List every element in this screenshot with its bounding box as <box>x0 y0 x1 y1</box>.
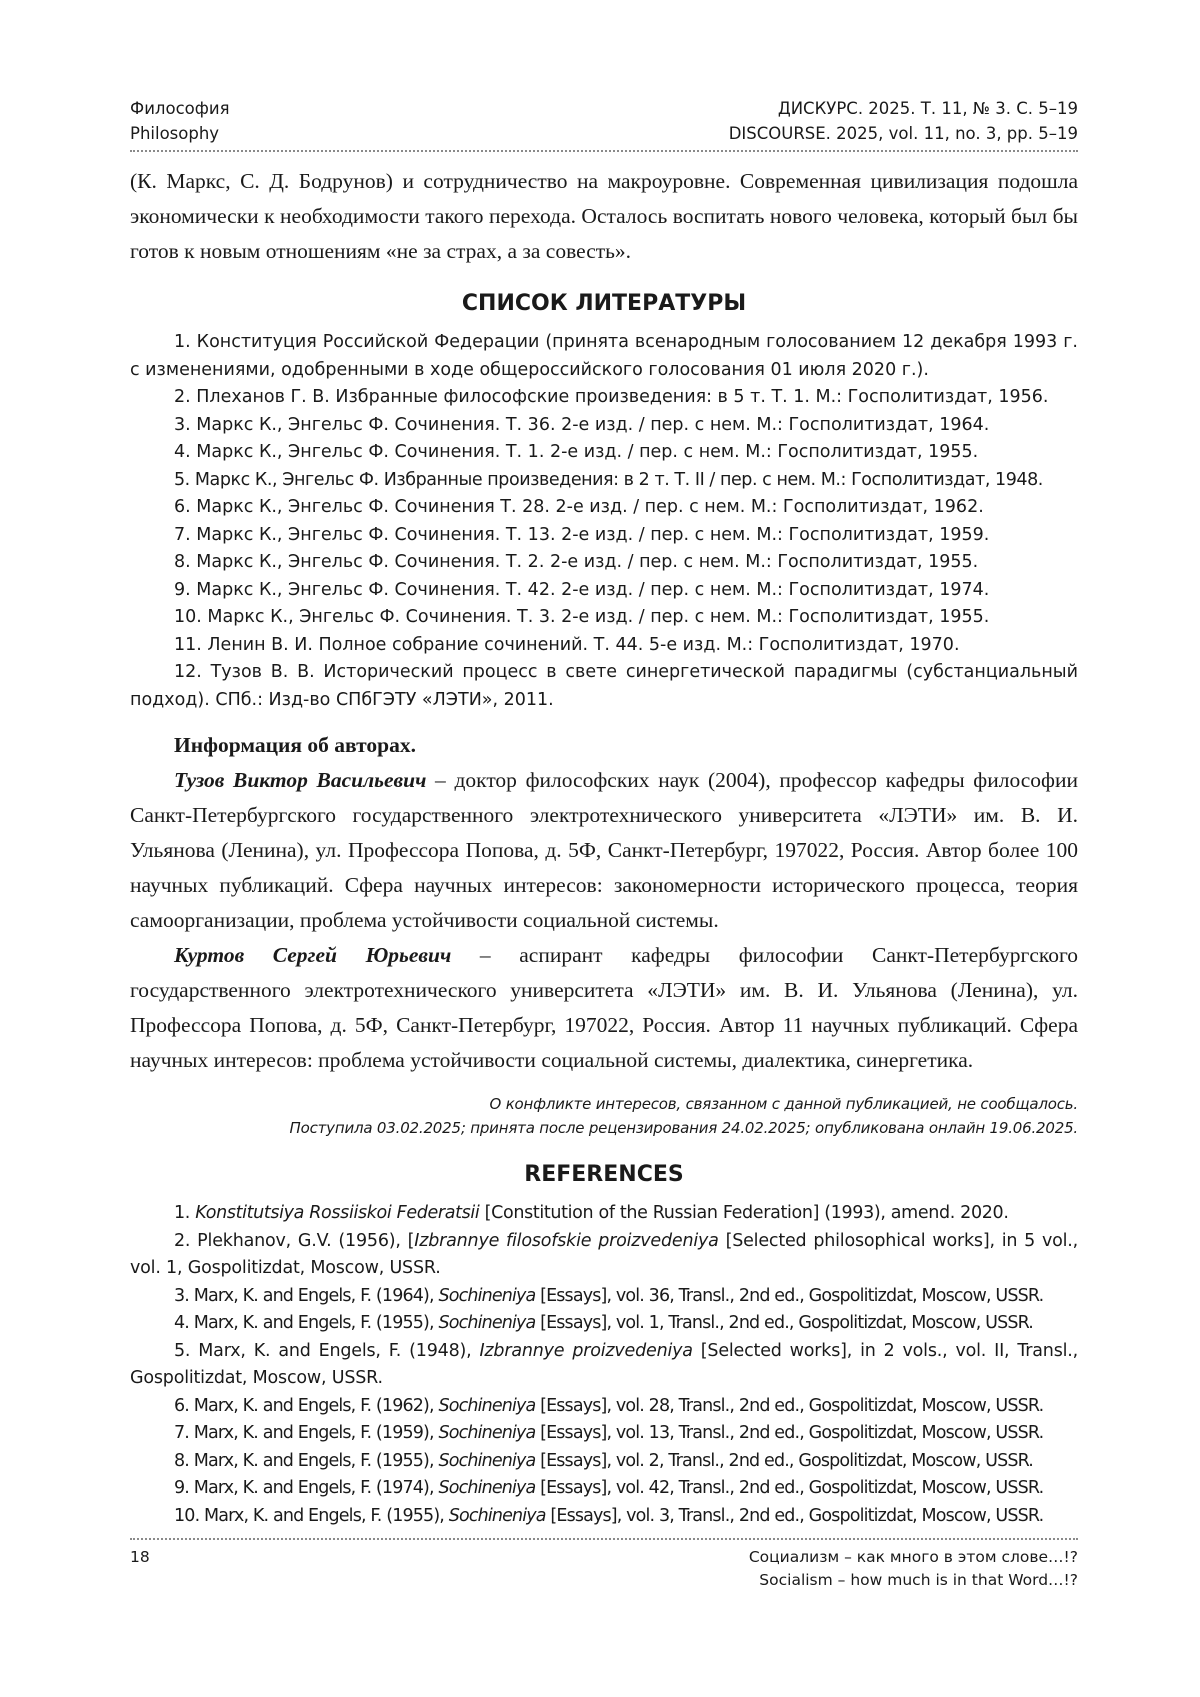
ref-author: 5. Marx, K. and Engels, F. (1948), <box>174 1340 480 1361</box>
ref-number: 1. <box>174 1203 196 1223</box>
ref-title: Izbrannye filosofskie proizvedeniya <box>414 1230 719 1251</box>
ru-ref-item: 11. Ленин В. И. Полное собрание сочинений. Т. 44. 5-е изд. М.: Госполитиздат, 1970. <box>174 634 960 655</box>
ru-references-list <box>130 329 1078 714</box>
en-ref-item <box>130 1503 1078 1531</box>
publication-notes <box>130 1092 1078 1140</box>
header-section-en: Philosophy <box>130 124 220 143</box>
ref-title: Sochineniya <box>438 1285 536 1306</box>
ref-author: 7. Marx, K. and Engels, F. (1959), <box>174 1423 439 1443</box>
ref-details: [Essays], vol. 13, Transl., 2nd ed., Gospolitizdat, Moscow, USSR. <box>535 1423 1044 1443</box>
ref-details: [Essays], vol. 36, Transl., 2nd ed., Gospolitizdat, Moscow, USSR. <box>535 1285 1044 1306</box>
header-section-ru: Философия <box>130 99 230 118</box>
en-ref-item <box>130 1393 1078 1421</box>
ru-ref-item: 7. Маркс К., Энгельс Ф. Сочинения. Т. 13. 2-е изд. / пер. с нем. М.: Госполитиздат, 1959. <box>174 524 990 545</box>
article-title <box>749 1546 1078 1592</box>
ru-ref-item: 4. Маркс К., Энгельс Ф. Сочинения. Т. 1. 2-е изд. / пер. с нем. М.: Госполитиздат, 1955. <box>174 442 979 462</box>
authors-info <box>130 728 1078 1078</box>
header-journal-en: DISCOURSE. 2025, vol. 11, no. 3, pp. 5–19 <box>728 124 1078 143</box>
running-header <box>130 96 1078 146</box>
author-entry <box>130 938 1078 1078</box>
ref-details: [Essays], vol. 42, Transl., 2nd ed., Gospolitizdat, Moscow, USSR. <box>535 1478 1044 1498</box>
ru-ref-item: 5. Маркс К., Энгельс Ф. Избранные произведения: в 2 т. Т. II / пер. с нем. М.: Госполитиздат, 1948. <box>174 469 1043 490</box>
ru-ref-item: 8. Маркс К., Энгельс Ф. Сочинения. Т. 2. 2-е изд. / пер. с нем. М.: Госполитиздат, 1955. <box>174 552 979 572</box>
ru-ref-item: 3. Маркс К., Энгельс Ф. Сочинения. Т. 36. 2-е изд. / пер. с нем. М.: Госполитиздат, 1964. <box>174 414 990 435</box>
running-footer <box>130 1546 1078 1592</box>
ref-author: 3. Marx, K. and Engels, F. (1964), <box>174 1285 439 1306</box>
intro-paragraph: (К. Маркс, С. Д. Бодрунов) и сотрудничество на макроуровне. Современная цивилизация подошла экономически к необходимости такого перехода. Осталось воспитать нового человека, который был бы готов к новым отношениям «не за страх, а за совесть». <box>130 169 1078 263</box>
header-journal-ru: ДИСКУРС. 2025. Т. 11, № 3. С. 5–19 <box>777 99 1078 118</box>
ref-title: Sochineniya <box>438 1450 536 1471</box>
ru-ref-item: 12. Тузов В. В. Исторический процесс в свете синергетической парадигмы (субстанциальный подход). СПб.: Изд-во СПбГЭТУ «ЛЭТИ», 2011. <box>130 662 1078 710</box>
en-ref-item <box>130 1200 1078 1228</box>
page-number: 18 <box>130 1548 150 1566</box>
ref-title: Sochineniya <box>438 1395 536 1416</box>
ru-ref-item: 9. Маркс К., Энгельс Ф. Сочинения. Т. 42. 2-е изд. / пер. с нем. М.: Госполитиздат, 1974. <box>174 579 990 600</box>
en-references-list <box>130 1200 1078 1530</box>
ref-title: Sochineniya <box>438 1313 536 1333</box>
ref-details: [Constitution of the Russian Federation] (1993), amend. 2020. <box>479 1203 1009 1223</box>
ref-title: Sochineniya <box>438 1478 536 1498</box>
ref-title: Izbrannye proizvedeniya <box>479 1340 693 1361</box>
en-ref-item <box>130 1283 1078 1311</box>
ref-details: [Essays], vol. 3, Transl., 2nd ed., Gospolitizdat, Moscow, USSR. <box>545 1505 1044 1526</box>
ref-details: [Essays], vol. 1, Transl., 2nd ed., Gospolitizdat, Moscow, USSR. <box>535 1313 1034 1333</box>
header-divider <box>130 150 1078 152</box>
ref-author: 9. Marx, K. and Engels, F. (1974), <box>174 1478 439 1498</box>
ref-details: [Selected philosophical works], in 5 vol., vol. 1, Gospolitizdat, Moscow, USSR. <box>130 1230 1078 1278</box>
authors-heading: Информация об авторах. <box>174 733 416 757</box>
en-references-title: REFERENCES <box>524 1162 684 1187</box>
ru-ref-item: 10. Маркс К., Энгельс Ф. Сочинения. Т. 3. 2-е изд. / пер. с нем. М.: Госполитиздат, 1955. <box>174 607 990 627</box>
conflict-of-interest-note: О конфликте интересов, связанном с данной публикацией, не сообщалось. <box>489 1095 1078 1113</box>
ru-ref-item: 1. Конституция Российской Федерации (принята всенародным голосованием 12 декабря 1993 г. с изменениями, одобренными в ходе общероссийского голосования 01 июля 2020 г.). <box>130 332 1078 380</box>
ref-details: [Selected works], in 2 vols., vol. II, Transl., Gospolitizdat, Moscow, USSR. <box>130 1340 1078 1388</box>
ru-ref-item: 2. Плеханов Г. В. Избранные философские произведения: в 5 т. Т. 1. М.: Госполитиздат, 1956. <box>174 387 1049 407</box>
ref-author: 6. Marx, K. and Engels, F. (1962), <box>174 1395 439 1416</box>
publication-dates: Поступила 03.02.2025; принята после рецензирования 24.02.2025; опубликована онлайн 19.06.2025. <box>289 1119 1078 1137</box>
article-title-ru: Социализм – как много в этом слове…!? <box>748 1548 1078 1566</box>
ref-title: Konstitutsiya Rossiiskoi Federatsii <box>195 1203 480 1223</box>
ref-author: 2. Plekhanov, G.V. (1956), [ <box>174 1230 415 1251</box>
en-ref-item <box>130 1420 1078 1448</box>
en-ref-item <box>130 1310 1078 1338</box>
author-name: Куртов Сергей Юрьевич <box>174 943 452 967</box>
en-ref-item <box>130 1475 1078 1503</box>
ref-title: Sochineniya <box>438 1423 536 1443</box>
en-ref-item <box>130 1338 1078 1393</box>
ref-details: [Essays], vol. 2, Transl., 2nd ed., Gospolitizdat, Moscow, USSR. <box>535 1450 1034 1471</box>
ref-author: 8. Marx, K. and Engels, F. (1955), <box>174 1450 439 1471</box>
page <box>130 96 1078 1592</box>
header-journal <box>729 96 1078 146</box>
ref-author: 4. Marx, K. and Engels, F. (1955), <box>174 1313 439 1333</box>
author-entry <box>130 763 1078 938</box>
ru-ref-item: 6. Маркс К., Энгельс Ф. Сочинения Т. 28. 2-е изд. / пер. с нем. М.: Госполитиздат, 1962. <box>174 497 984 517</box>
ru-references-title: СПИСОК ЛИТЕРАТУРЫ <box>461 291 747 316</box>
author-bio: – аспирант кафедры философии Санкт-Петербургского государственного электротехнического университета «ЛЭТИ» им. В. И. Ульянова (Ленина), ул. Профессора Попова, д. 5Ф, Санкт-Петербург, 197022, Россия. Автор 11 научных публикаций. Сфера научных интересов: проблема устойчивости социальной системы, диалектика, синергетика. <box>130 943 1078 1072</box>
ref-title: Sochineniya <box>448 1505 546 1526</box>
header-section <box>130 96 230 146</box>
footer-divider <box>130 1538 1078 1540</box>
ref-details: [Essays], vol. 28, Transl., 2nd ed., Gospolitizdat, Moscow, USSR. <box>535 1395 1044 1416</box>
en-ref-item <box>130 1448 1078 1476</box>
author-name: Тузов Виктор Васильевич <box>174 768 427 792</box>
author-bio: – доктор философских наук (2004), профессор кафедры философии Санкт-Петербургского государственного электротехнического университета «ЛЭТИ» им. В. И. Ульянова (Ленина), ул. Профессора Попова, д. 5Ф, Санкт-Петербург, 197022, Россия. Автор более 100 научных публикаций. Сфера научных интересов: закономерности исторического процесса, теория самоорганизации, проблема устойчивости социальной системы. <box>130 768 1078 932</box>
en-ref-item <box>130 1228 1078 1283</box>
ref-author: 10. Marx, K. and Engels, F. (1955), <box>174 1505 449 1526</box>
article-title-en: Socialism – how much is in that Word…!? <box>759 1571 1078 1589</box>
